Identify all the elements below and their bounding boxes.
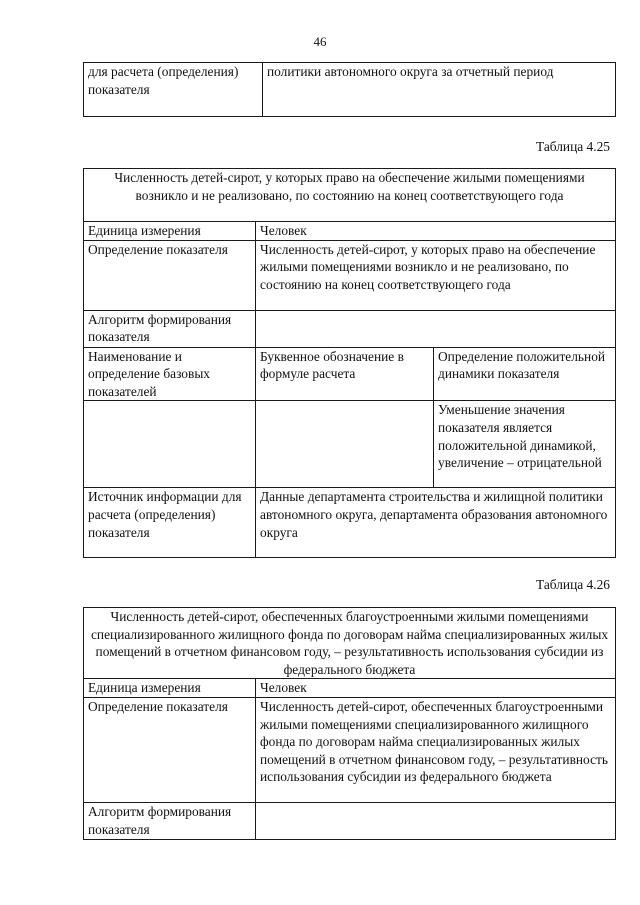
unit-value: Человек: [256, 222, 616, 241]
definition-value: Численность детей-сирот, обеспеченных благоустроенными жилыми помещениями специализированного жилищного фонда по договорам найма специализированных жилых помещений в отчетном финансовом году, – результативность использования субсидии из федерального бюджета: [256, 697, 616, 802]
continuation-table: [83, 62, 616, 117]
indicator-table-4-25: [83, 168, 616, 558]
table-row: [84, 608, 616, 679]
source-label: Источник информации для расчета (определения) показателя: [84, 488, 256, 558]
table-caption: Таблица 4.26: [535, 577, 610, 592]
table-title: Численность детей-сирот, обеспеченных благоустроенными жилыми помещениями специализированного жилищного фонда по договорам найма специализированных жилых помещений в отчетном финансовом году, – результативность использования субсидии из федерального бюджета: [84, 608, 616, 679]
page-number: 46: [313, 34, 327, 49]
unit-label: Единица измерения: [84, 222, 256, 241]
table-row: [84, 240, 616, 310]
source-label-cell: для расчета (определения) показателя: [84, 63, 263, 117]
algorithm-label: Алгоритм формирования показателя: [84, 802, 256, 839]
table-row: [84, 802, 616, 839]
definition-value: Численность детей-сирот, у которых право на обеспечение жилыми помещениями возникло и не реализовано, по состоянию на конец соответствующего года: [256, 240, 616, 310]
base-indicators-value: [84, 401, 256, 488]
unit-label: Единица измерения: [84, 679, 256, 698]
source-value-cell: политики автономного округа за отчетный период: [263, 63, 616, 117]
dynamics-value: Уменьшение значения показателя является положительной динамикой, увеличение – отрицательной: [434, 401, 616, 488]
table-row: [84, 310, 616, 347]
letter-designation-label: Буквенное обозначение в формуле расчета: [256, 347, 434, 401]
table-row: [84, 169, 616, 222]
table-row: [84, 679, 616, 698]
definition-label: Определение показателя: [84, 697, 256, 802]
source-value: Данные департамента строительства и жилищной политики автономного округа, департамента образования автономного округа: [256, 488, 616, 558]
letter-designation-value: [256, 401, 434, 488]
definition-label: Определение показателя: [84, 240, 256, 310]
dynamics-label: Определение положительной динамики показателя: [434, 347, 616, 401]
algorithm-label: Алгоритм формирования показателя: [84, 310, 256, 347]
table-row: [84, 697, 616, 802]
algorithm-value: [256, 802, 616, 839]
table-row: [84, 63, 616, 117]
table-row: [84, 347, 616, 401]
table-row: [84, 401, 616, 488]
indicator-table-4-26: [83, 607, 616, 840]
table-row: [84, 488, 616, 558]
base-indicators-label: Наименование и определение базовых показателей: [84, 347, 256, 401]
table-title: Численность детей-сирот, у которых право на обеспечение жилыми помещениями возникло и не реализовано, по состоянию на конец соответствующего года: [84, 169, 616, 222]
table-row: [84, 222, 616, 241]
unit-value: Человек: [256, 679, 616, 698]
algorithm-value: [256, 310, 616, 347]
table-caption: Таблица 4.25: [535, 139, 610, 154]
